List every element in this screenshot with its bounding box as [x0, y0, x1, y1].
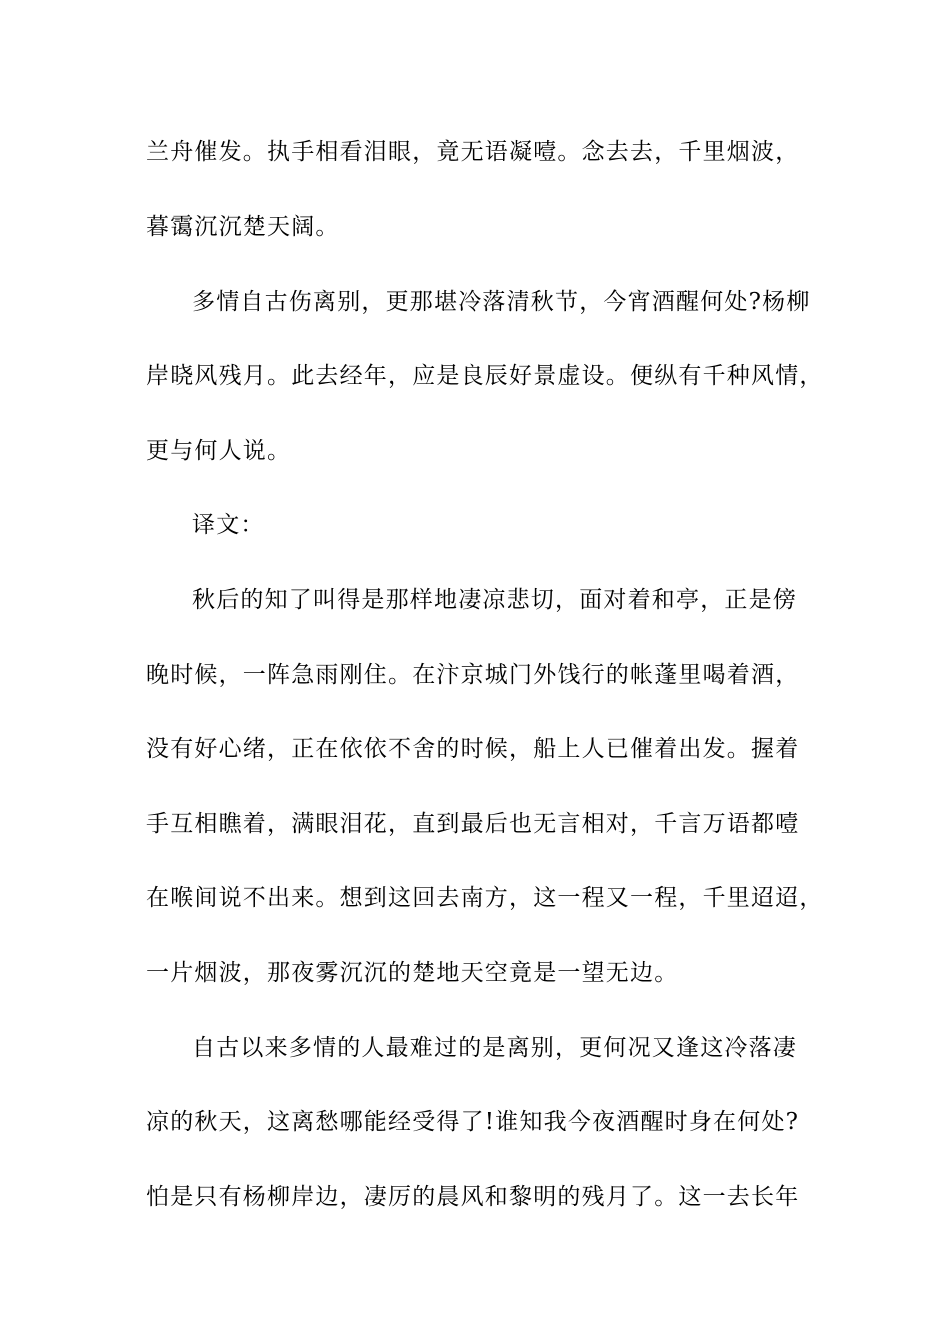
text-line: 手互相瞧着，满眼泪花，直到最后也无言相对，千言万语都噎	[146, 811, 800, 837]
text-line: 岸晓风残月。此去经年，应是良辰好景虚设。便纵有千种风情，	[146, 363, 824, 389]
section-heading: 译文：	[192, 512, 265, 538]
text-line: 凉的秋天，这离愁哪能经受得了!谁知我今夜酒醒时身在何处?	[146, 1109, 800, 1135]
text-line: 没有好心绪，正在依依不舍的时候，船上人已催着出发。握着	[146, 736, 800, 762]
text-line: 更与何人说。	[146, 438, 292, 464]
paragraph-start-line: 自古以来多情的人最难过的是离别，更何况又逢这冷落凄	[192, 1035, 797, 1061]
text-line: 在喉间说不出来。想到这回去南方，这一程又一程，千里迢迢，	[146, 885, 824, 911]
text-line: 暮霭沉沉楚天阔。	[146, 214, 340, 240]
paragraph-start-line: 秋后的知了叫得是那样地凄凉悲切，面对着和亭，正是傍	[192, 587, 797, 613]
text-line: 怕是只有杨柳岸边，凄厉的晨风和黎明的残月了。这一去长年	[146, 1184, 800, 1210]
text-line: 兰舟催发。执手相看泪眼，竟无语凝噎。念去去，千里烟波，	[146, 139, 800, 165]
paragraph-start-line: 多情自古伤离别，更那堪冷落清秋节，今宵酒醒何处?杨柳	[192, 289, 811, 315]
text-line: 晚时候，一阵急雨刚住。在汴京城门外饯行的帐蓬里喝着酒，	[146, 662, 800, 688]
text-line: 一片烟波，那夜雾沉沉的楚地天空竟是一望无边。	[146, 960, 679, 986]
